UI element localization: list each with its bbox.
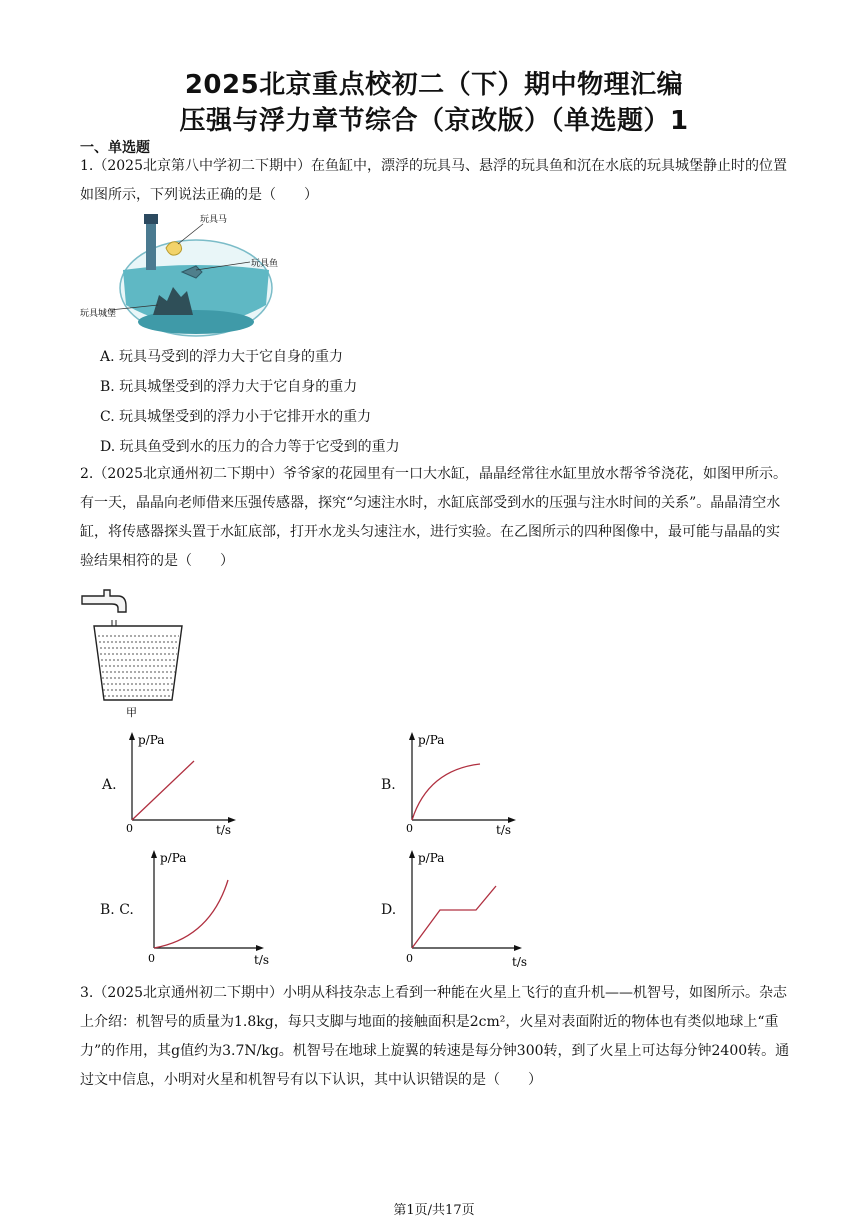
label-fish: 玩具鱼 [251,259,279,269]
fish-tank-figure [78,210,308,340]
question-3-text: 3.（2025北京通州初二下期中）小明从科技杂志上看到一种能在火星上飞行的直升机——机智号，如图所示。杂志上介绍：机智号的质量为1.8kg，每只支脚与地面的接触面积是2cm²，火星对表面附近的物体也有类似地球上“重力”的作用，其g值约为3.7N/kg。机智号在地球上旋翼的转速是每分钟300转，到了火星上可达每分钟2400转。通过文中信息，小明对火星和机智号有以下认识，其中认识错误的是（ ） [80,985,790,1088]
q1-option-c: C. 玩具城堡受到的浮力小于它排开水的重力 [100,409,372,425]
graph-d-yaxis: p/Pa [418,851,445,865]
question-2-text: 2.（2025北京通州初二下期中）爷爷家的花园里有一口大水缸，晶晶经常往水缸里放水帮爷爷浇花，如图甲所示。有一天，晶晶向老师借来压强传感器，探究“匀速注水时，水缸底部受到水的压强与注水时间的关系”。晶晶清空水缸，将传感器探头置于水缸底部，打开水龙头匀速注水，进行实验。在乙图所示的四种图像中，最可能与晶晶的实验结果相符的是（ ） [80,466,787,569]
graph-b [400,728,530,838]
graph-a-label: A. [102,777,117,793]
question-1-text: 1.（2025北京第八中学初二下期中）在鱼缸中，漂浮的玩具马、悬浮的玩具鱼和沉在水底的玩具城堡静止时的位置如图所示，下列说法正确的是（ ） [80,158,787,203]
q1-option-a: A. 玩具马受到的浮力大于它自身的重力 [100,349,344,365]
graph-c [142,846,276,970]
label-castle: 玩具城堡 [80,309,117,319]
graph-d [400,846,534,970]
q1-option-b: B. 玩具城堡受到的浮力大于它自身的重力 [100,379,358,395]
page-subtitle: 压强与浮力章节综合（京改版）（单选题）1 [179,106,689,136]
graph-a-origin: 0 [126,822,133,835]
figure-caption-jia: 甲 [126,706,137,719]
graph-c-label: B. C. [100,902,134,918]
graph-d-label: D. [381,902,397,918]
graph-d-xaxis: t/s [512,955,528,969]
water-tank-figure [76,584,188,720]
graph-b-label: B. [381,777,396,793]
page-title: 2025北京重点校初二（下）期中物理汇编 [184,70,684,100]
graph-c-yaxis: p/Pa [160,851,187,865]
page-footer: 第1页/共17页 [393,1203,475,1218]
graph-b-xaxis: t/s [496,823,512,837]
graph-a [120,728,250,838]
graph-a-yaxis: p/Pa [138,733,165,747]
q1-option-d: D. 玩具鱼受到水的压力的合力等于它受到的重力 [100,439,400,455]
graph-b-origin: 0 [406,822,413,835]
section-heading: 一、单选题 [80,140,150,156]
graph-c-origin: 0 [148,952,155,965]
label-horse: 玩具马 [200,215,228,225]
graph-b-yaxis: p/Pa [418,733,445,747]
graph-d-origin: 0 [406,952,413,965]
graph-c-xaxis: t/s [254,953,270,967]
graph-a-xaxis: t/s [216,823,232,837]
